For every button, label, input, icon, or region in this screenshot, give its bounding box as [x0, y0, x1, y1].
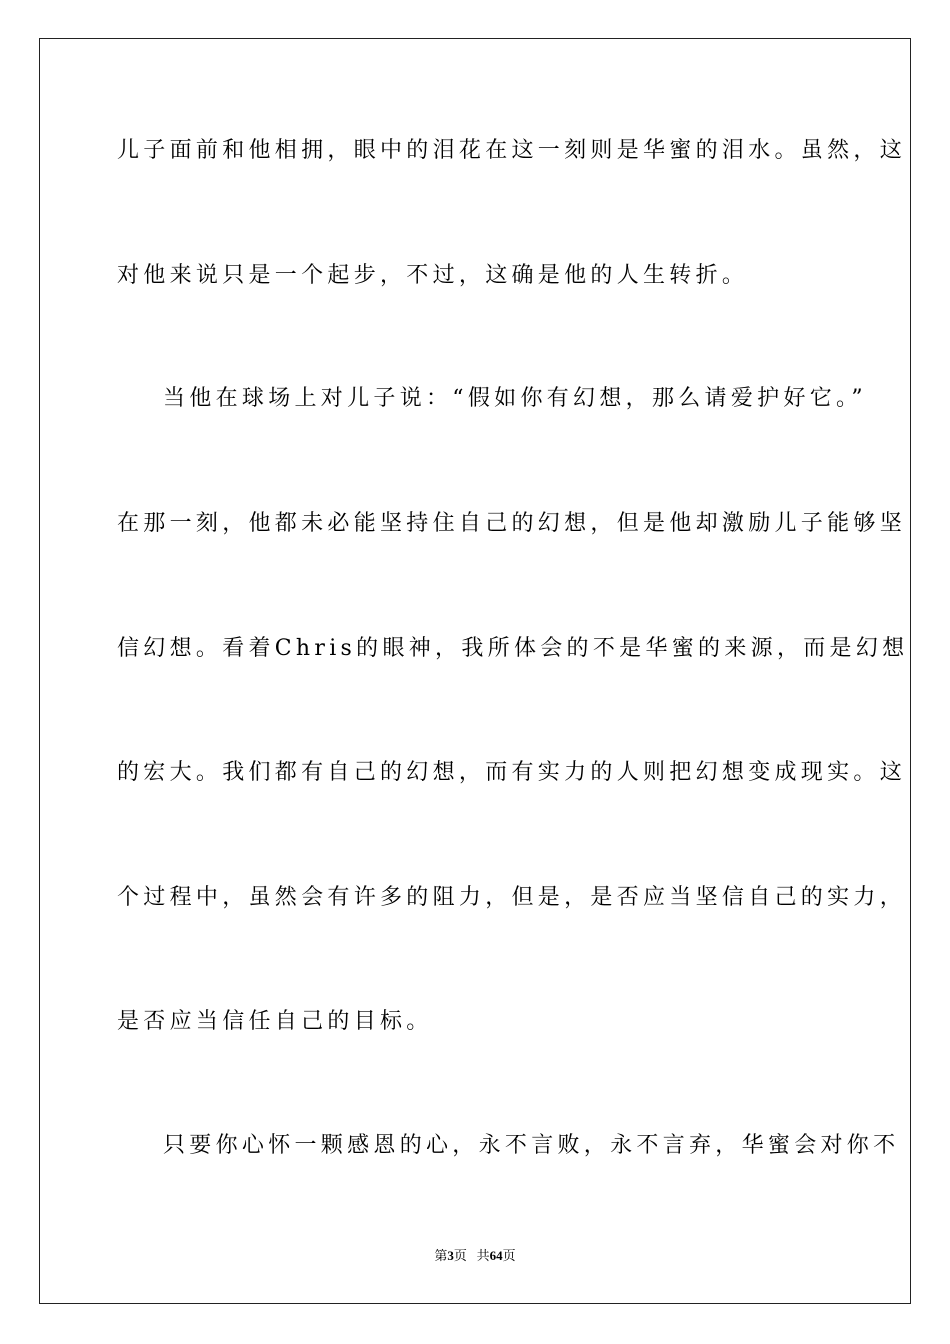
text-line-2: 对他来说只是一个起步，不过，这确是他的人生转折。: [117, 263, 749, 288]
current-page-number: 3: [447, 1248, 454, 1263]
total-prefix: 共: [476, 1248, 490, 1263]
text-line-7: 个过程中，虽然会有许多的阻力，但是，是否应当坚信自己的实力，: [117, 885, 907, 910]
text-line-9: 只要你心怀一颗感恩的心，永不言败，永不言弃，华蜜会对你不: [163, 1133, 900, 1158]
text-line-5: 信幻想。看着Chris的眼神，我所体会的不是华蜜的来源，而是幻想: [117, 636, 909, 661]
page-border: [39, 38, 911, 1304]
text-line-8: 是否应当信任自己的目标。: [117, 1009, 433, 1034]
page-number-footer: [0, 1247, 950, 1265]
text-line-3: 当他在球场上对儿子说：“假如你有幻想，那么请爱护好它。”: [163, 386, 867, 411]
page-suffix: 页: [453, 1248, 467, 1263]
total-suffix: 页: [502, 1248, 516, 1263]
total-page-count: 64: [489, 1248, 503, 1263]
text-line-6: 的宏大。我们都有自己的幻想，而有实力的人则把幻想变成现实。这: [117, 760, 907, 785]
page-prefix: 第: [434, 1248, 448, 1263]
text-line-4: 在那一刻，他都未必能坚持住自己的幻想，但是他却激励儿子能够坚: [117, 511, 907, 536]
text-line-1: 儿子面前和他相拥，眼中的泪花在这一刻则是华蜜的泪水。虽然，这: [117, 138, 907, 163]
